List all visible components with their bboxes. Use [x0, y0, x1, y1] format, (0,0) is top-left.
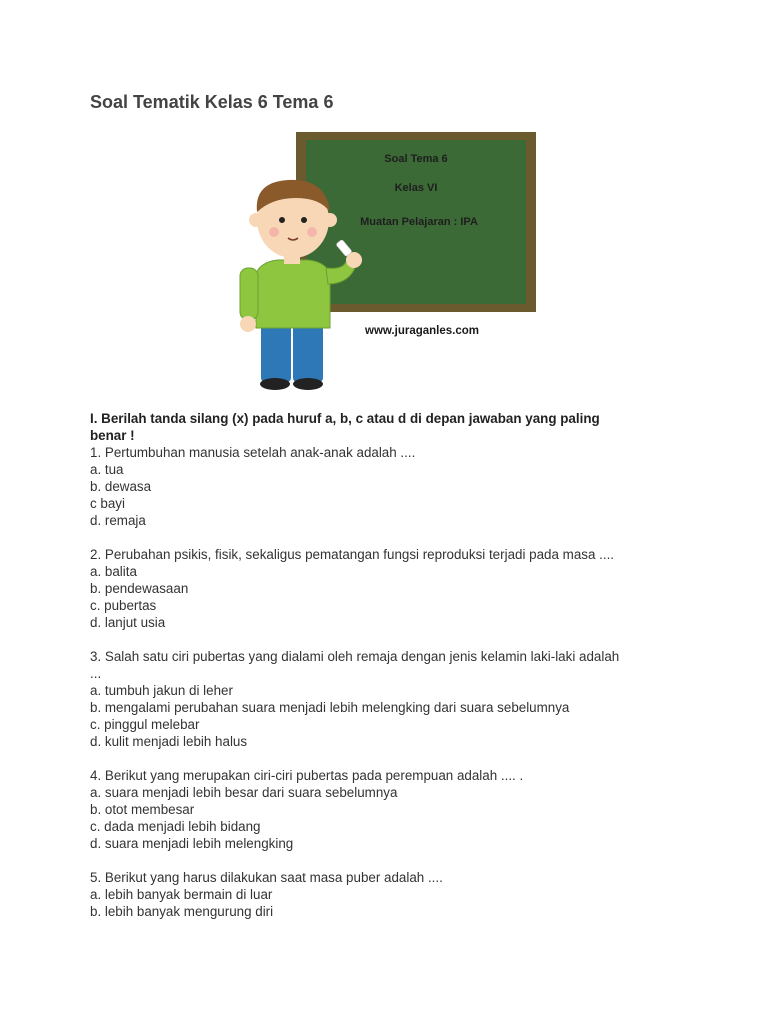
website-caption: www.juraganles.com [365, 325, 479, 337]
answer-option: a. suara menjadi lebih besar dari suara sebelumnya [90, 785, 398, 800]
teacher-chalkboard-image [226, 128, 538, 396]
question-3 [90, 648, 670, 750]
board-line-3: Muatan Pelajaran : IPA [360, 216, 478, 228]
answer-option: b. dewasa [90, 479, 152, 494]
instruction-line: benar ! [90, 428, 135, 443]
answer-option: d. kulit menjadi lebih halus [90, 734, 248, 749]
answer-option: c. pubertas [90, 598, 157, 613]
answer-option: a. balita [90, 564, 137, 579]
answer-option: c. dada menjadi lebih bidang [90, 819, 261, 834]
instruction-line: I. Berilah tanda silang (x) pada huruf a, b, c atau d di depan jawaban yang paling [90, 411, 600, 426]
question-text: 2. Perubahan psikis, fisik, sekaligus pematangan fungsi reproduksi terjadi pada masa .... [90, 547, 615, 562]
board-line-1: Soal Tema 6 [384, 153, 448, 165]
question-text-continuation: ... [90, 666, 102, 681]
answer-option: b. mengalami perubahan suara menjadi lebih melengking dari suara sebelumnya [90, 700, 570, 715]
answer-option: c bayi [90, 496, 125, 511]
question-4 [90, 767, 670, 852]
answer-option: d. lanjut usia [90, 615, 166, 630]
answer-option: a. tua [90, 462, 124, 477]
section-instruction [90, 410, 670, 444]
answer-option: a. tumbuh jakun di leher [90, 683, 233, 698]
chalkboard-illustration [226, 128, 538, 396]
page-title: Soal Tematik Kelas 6 Tema 6 [90, 92, 334, 112]
question-5 [90, 869, 670, 920]
question-text: 1. Pertumbuhan manusia setelah anak-anak adalah .... [90, 445, 416, 460]
question-section [90, 410, 670, 937]
answer-option: c. pinggul melebar [90, 717, 200, 732]
answer-option: b. lebih banyak mengurung diri [90, 904, 274, 919]
board-line-2: Kelas VI [394, 182, 438, 194]
answer-option: d. suara menjadi lebih melengking [90, 836, 294, 851]
answer-option: d. remaja [90, 513, 146, 528]
answer-option: b. otot membesar [90, 802, 195, 817]
question-text: 3. Salah satu ciri pubertas yang dialami oleh remaja dengan jenis kelamin laki-laki adalah [90, 649, 620, 664]
question-2 [90, 546, 670, 631]
question-text: 4. Berikut yang merupakan ciri-ciri pubertas pada perempuan adalah .... . [90, 768, 524, 783]
answer-option: b. pendewasaan [90, 581, 189, 596]
question-1 [90, 444, 670, 529]
question-text: 5. Berikut yang harus dilakukan saat masa puber adalah .... [90, 870, 443, 885]
answer-option: a. lebih banyak bermain di luar [90, 887, 273, 902]
